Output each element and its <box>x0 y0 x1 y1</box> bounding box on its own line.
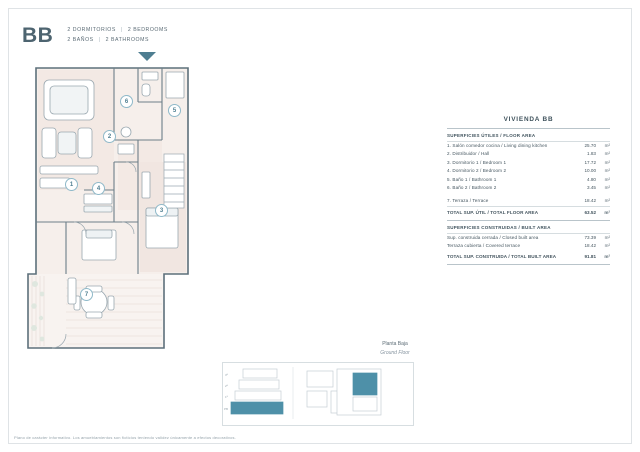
row-value: 17.72 <box>584 159 596 165</box>
row-value: 18.42 <box>584 243 596 249</box>
svg-text:2ª: 2ª <box>225 384 228 388</box>
schedule-title: VIVIENDA BB <box>503 116 554 123</box>
row-value: 73.39 <box>584 234 596 240</box>
bedrooms-en: 2 BEDROOMS <box>127 27 168 33</box>
row-unit: m² <box>604 184 610 190</box>
floor-level-label <box>360 340 430 357</box>
table-row <box>447 150 610 158</box>
table-row <box>447 197 610 205</box>
row-unit: m² <box>604 243 610 249</box>
built-area-heading: SUPERFICIES CONSTRUIDAS / BUILT AREA <box>447 224 551 230</box>
row-value: 18.42 <box>584 198 596 204</box>
bedrooms-es: 2 DORMITORIOS <box>67 27 116 33</box>
row-label: Sup. construida cerrada / Closed built area <box>447 234 539 240</box>
total-floor-area-row <box>447 207 610 220</box>
header-separator: | <box>120 27 123 33</box>
row-label: 4. Dormitorio 2 / Bedroom 2 <box>447 168 507 174</box>
room-number-1: 1 <box>65 178 78 191</box>
row-value: 25.70 <box>584 143 596 149</box>
disclaimer-text: Plano de carácter informativo. Los amueblamientos son ficticios teniendo validez únicamente a efectos decorativos. <box>14 435 236 440</box>
floor-area-rows <box>447 142 610 206</box>
row-label: TOTAL SUP. CONSTRUIDA / TOTAL BUILT AREA <box>447 254 557 260</box>
row-unit: m² <box>604 198 610 204</box>
bathrooms-es: 2 BAÑOS <box>67 36 94 43</box>
entry-arrow-icon <box>138 52 156 61</box>
built-area-rows <box>447 234 610 251</box>
row-label: 7. Terraza / Terrace <box>447 198 489 204</box>
floor-area-heading: SUPERFICIES ÚTILES / FLOOR AREA <box>447 133 536 138</box>
room-number-2: 2 <box>103 130 116 143</box>
row-value: 10.00 <box>584 168 596 174</box>
bathrooms-en: 2 BATHROOMS <box>105 36 150 43</box>
keyplan-site <box>307 369 381 415</box>
keyplan-section <box>231 369 283 414</box>
room-number-7: 7 <box>80 288 93 301</box>
room-number-4: 4 <box>92 182 105 195</box>
header <box>22 22 168 46</box>
row-unit: m² <box>604 159 610 165</box>
row-unit: m² <box>604 254 610 260</box>
table-row <box>447 242 610 250</box>
header-bathrooms-line <box>67 36 168 46</box>
table-row <box>447 167 610 175</box>
unit-code: BB <box>22 24 54 47</box>
furniture-kitchen <box>84 194 112 212</box>
floor-plan-drawing <box>22 62 212 362</box>
divider <box>447 264 610 265</box>
row-value: 63.52 <box>584 210 596 216</box>
furniture-bedroom-2 <box>82 230 116 260</box>
total-built-area-row <box>447 251 610 264</box>
header-separator-2: | <box>98 36 101 43</box>
row-unit: m² <box>604 168 610 174</box>
keyplan-section-levels <box>224 373 229 411</box>
header-bedrooms-line <box>67 26 168 36</box>
svg-text:1ª: 1ª <box>225 395 228 399</box>
row-label: 2. Distribuidor / Hall <box>447 151 490 157</box>
area-schedule <box>447 116 610 265</box>
room-number-5: 5 <box>168 104 181 117</box>
table-row <box>447 234 610 242</box>
row-label: 5. Baño 1 / Bathroom 1 <box>447 176 497 182</box>
row-label: 1. Salón comedor cocina / Living dining kitchen <box>447 143 548 149</box>
row-unit: m² <box>604 151 610 157</box>
key-plan <box>222 362 414 426</box>
row-unit: m² <box>604 143 610 149</box>
table-row <box>447 176 610 184</box>
row-label: Terraza cubierta / Covered terrace <box>447 243 521 249</box>
svg-text:PB: PB <box>224 407 229 411</box>
row-value: 4.80 <box>587 176 596 182</box>
floor-level-en: Ground Floor <box>380 349 410 356</box>
stairs <box>164 154 184 208</box>
svg-text:3ª: 3ª <box>225 373 228 377</box>
row-value: 91.81 <box>584 254 596 260</box>
row-value: 3.45 <box>587 184 596 190</box>
row-unit: m² <box>604 210 610 216</box>
table-row <box>447 142 610 150</box>
row-label: TOTAL SUP. ÚTIL / TOTAL FLOOR AREA <box>447 210 539 216</box>
row-value: 1.83 <box>587 151 596 157</box>
floor-level-es: Planta Baja <box>382 341 408 347</box>
room-number-6: 6 <box>120 95 133 108</box>
header-subtitle <box>67 22 168 46</box>
row-unit: m² <box>604 176 610 182</box>
row-unit: m² <box>604 234 610 240</box>
table-row <box>447 159 610 167</box>
table-row <box>447 184 610 192</box>
room-number-3: 3 <box>155 204 168 217</box>
row-label: 6. Baño 2 / Bathroom 2 <box>447 184 497 190</box>
row-label: 3. Dormitorio 1 / Bedroom 1 <box>447 159 507 165</box>
furniture-living <box>40 80 98 188</box>
